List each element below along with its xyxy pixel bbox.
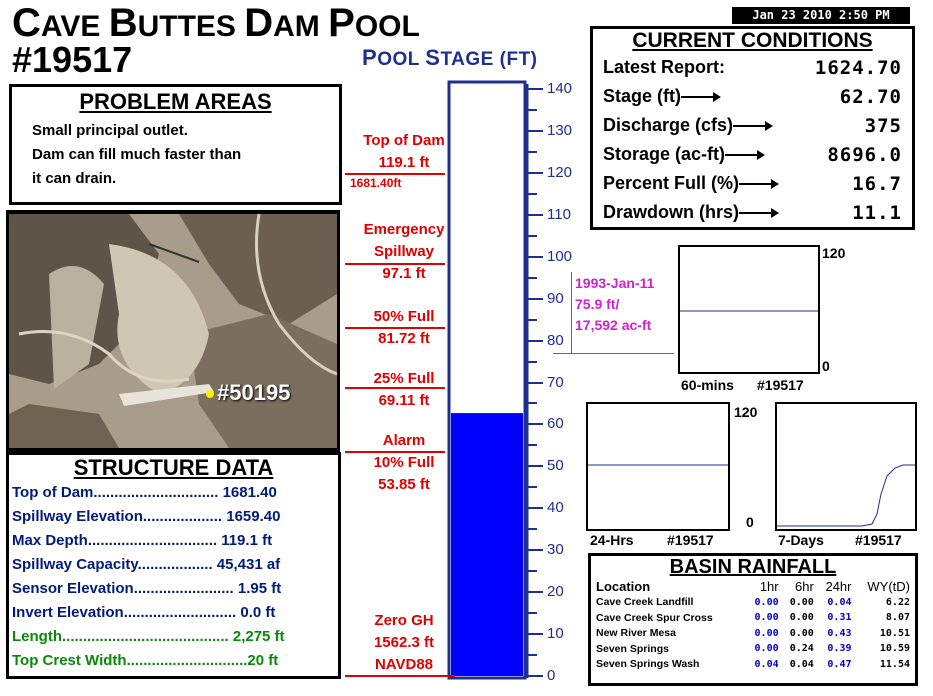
gauge-minor-tick	[527, 444, 537, 446]
gauge-tick	[527, 88, 543, 90]
problem-areas-text: Small principal outlet. Dam can fill much faster than it can drain.	[32, 122, 242, 187]
rainfall-value: 11.54	[879, 658, 910, 670]
gauge-minor-tick	[527, 612, 537, 614]
rainfall-value: 10.51	[879, 627, 910, 639]
structure-data-title: STRUCTURE DATA	[73, 455, 274, 480]
rainfall-value: 10.59	[879, 643, 910, 655]
fifty-percent-label: 50% Full 81.72 ft	[373, 308, 435, 347]
condition-value: 16.7	[852, 172, 902, 195]
pool-stage-title: POOL STAGE (FT)	[362, 45, 538, 70]
table-header-row	[594, 579, 912, 595]
structure-data-row: Length........................................ 2,275 ft	[12, 628, 285, 645]
gauge-tick	[527, 591, 543, 593]
condition-value: 62.70	[839, 85, 902, 108]
chart-60-mins-plot	[680, 247, 818, 372]
spillway-line	[345, 263, 445, 265]
table-row	[594, 610, 912, 626]
header-6hr: 6hr	[795, 579, 814, 595]
sensor-marker-label: #50195	[217, 380, 291, 405]
arrow-right-icon	[733, 120, 773, 132]
rainfall-value: 0.00	[754, 596, 779, 608]
gauge-minor-tick	[527, 193, 537, 195]
current-conditions-row	[593, 198, 912, 227]
structure-data-rows	[9, 481, 338, 673]
top-of-dam-line	[345, 173, 445, 175]
header-24hr: 24hr	[825, 579, 852, 595]
problem-areas-panel	[9, 84, 342, 205]
gauge-minor-tick	[527, 361, 537, 363]
chart-60-ymax: 120	[822, 245, 846, 261]
structure-data-row: Max Depth............................... 119.1 ft	[12, 532, 273, 549]
table-row	[594, 641, 912, 657]
gauge-minor-tick	[527, 319, 537, 321]
gauge-tick-label: 10	[547, 625, 564, 643]
condition-value: 8696.0	[827, 143, 902, 166]
gauge-tick-label: 90	[547, 289, 564, 307]
page-title: CAVE BUTTES DAM POOL	[12, 1, 420, 45]
condition-value: 375	[864, 114, 902, 137]
chart-60-period: 60-mins	[681, 377, 734, 393]
rainfall-location: Cave Creek Landfill	[596, 596, 694, 609]
chart-24-ymin: 0	[746, 514, 754, 530]
rainfall-value: 0.00	[754, 643, 779, 655]
basin-rainfall-table	[594, 579, 912, 672]
gauge-minor-tick	[527, 570, 537, 572]
gauge-minor-tick	[527, 486, 537, 488]
gauge-tick-label: 80	[547, 331, 564, 349]
current-conditions-row	[593, 111, 912, 140]
zero-gh-label: Zero GH 1562.3 ft NAVD88	[373, 612, 435, 673]
gauge-tick	[527, 382, 543, 384]
rainfall-value: 0.04	[754, 658, 779, 670]
gauge-tick	[527, 298, 543, 300]
condition-label: Stage (ft)	[603, 86, 681, 106]
rainfall-value: 0.43	[827, 627, 852, 639]
rainfall-location: New River Mesa	[596, 627, 676, 640]
current-conditions-title: CURRENT CONDITIONS	[632, 29, 873, 52]
record-pointer	[553, 353, 572, 354]
gauge-tick-label: 30	[547, 541, 564, 559]
gauge-tick-label: 0	[547, 667, 556, 684]
rainfall-value: 0.04	[789, 658, 814, 670]
chart-24-hrs-plot	[588, 404, 728, 529]
gauge-tick-label: 20	[547, 583, 564, 601]
rainfall-location: Seven Springs Wash	[596, 658, 700, 671]
emergency-spillway-label: Emergency Spillway 97.1 ft	[363, 221, 445, 282]
gauge-tick-label: 130	[547, 121, 573, 139]
chart-24-id: #19517	[667, 532, 714, 548]
gauge-tick-label: 140	[547, 80, 573, 97]
rainfall-value: 8.07	[885, 612, 910, 624]
rainfall-value: 0.00	[789, 596, 814, 608]
gauge-tick-label: 60	[547, 415, 564, 433]
record-annotation: 1993-Jan-11 75.9 ft/ 17,592 ac-ft	[575, 275, 655, 333]
structure-data-row: Sensor Elevation........................ 1.95 ft	[12, 580, 282, 597]
alarm-line	[345, 451, 445, 453]
current-conditions-row	[593, 140, 912, 169]
arrow-right-icon	[739, 178, 779, 190]
table-row	[594, 595, 912, 611]
top-of-dam-label: Top of Dam 119.1 ft	[363, 132, 445, 171]
gauge-minor-tick	[527, 235, 537, 237]
gauge-tick-label: 100	[547, 247, 573, 265]
gauge-tick	[527, 172, 543, 174]
gauge-tick	[527, 549, 543, 551]
zero-gh-line	[345, 675, 455, 677]
sensor-marker	[206, 390, 214, 398]
structure-data-row: Spillway Capacity.................. 45,431 af	[12, 556, 281, 573]
current-conditions-row	[593, 82, 912, 111]
condition-label: Storage (ac-ft)	[603, 144, 726, 164]
chart-60-ymin: 0	[822, 358, 830, 374]
gauge-tick	[527, 130, 543, 132]
rainfall-value: 0.31	[827, 612, 852, 624]
rainfall-value: 0.04	[827, 596, 852, 608]
rainfall-value: 0.00	[754, 612, 779, 624]
fifty-percent-line	[345, 327, 445, 329]
header-location: Location	[596, 579, 651, 595]
condition-label: Discharge (cfs)	[603, 115, 734, 135]
top-of-dam-elevation: 1681.40ft	[350, 176, 402, 190]
rainfall-value: 0.00	[754, 627, 779, 639]
gauge-tick	[527, 675, 543, 677]
structure-data-row: Top of Dam.............................. 1681.40	[12, 484, 277, 501]
gauge-tick-label: 50	[547, 457, 564, 475]
gauge-minor-tick	[527, 402, 537, 404]
rainfall-location: Seven Springs	[596, 642, 669, 655]
basin-rainfall-title: BASIN RAINFALL	[669, 556, 837, 578]
structure-data-panel	[6, 452, 341, 679]
gauge-tick	[527, 214, 543, 216]
condition-label: Drawdown (hrs)	[603, 202, 740, 222]
condition-value: 1624.70	[814, 56, 902, 79]
chart-24-period: 24-Hrs	[590, 532, 634, 548]
rainfall-value: 0.24	[789, 643, 814, 655]
chart-7-days-plot	[777, 404, 915, 529]
gauge-tick	[527, 340, 543, 342]
chart-7-days-series	[777, 465, 915, 526]
twentyfive-percent-label: 25% Full 69.11 ft	[373, 370, 435, 409]
gauge-tick	[527, 423, 543, 425]
aerial-photo	[9, 214, 337, 448]
current-conditions-row	[593, 169, 912, 198]
rainfall-value: 0.00	[789, 612, 814, 624]
gauge-tick	[527, 507, 543, 509]
datetime-display: Jan 23 2010 2:50 PM	[732, 7, 910, 24]
aerial-terrain-image	[9, 214, 337, 448]
current-conditions-rows	[593, 53, 912, 227]
twentyfive-percent-line	[345, 387, 445, 389]
gauge-tick-label: 120	[547, 163, 573, 181]
rainfall-value: 6.22	[885, 596, 910, 608]
gauge-tick-label: 70	[547, 373, 564, 391]
table-row	[594, 626, 912, 642]
rainfall-location: Cave Creek Spur Cross	[596, 611, 713, 624]
current-conditions-row	[593, 53, 912, 82]
gauge-tick	[527, 465, 543, 467]
gauge-tick	[527, 633, 543, 635]
arrow-right-icon	[725, 149, 765, 161]
gauge-tick	[527, 256, 543, 258]
chart-7d-period: 7-Days	[778, 532, 824, 548]
structure-data-row: Spillway Elevation................... 1659.40	[12, 508, 281, 525]
gauge-minor-tick	[527, 654, 537, 656]
chart-24-ymax: 120	[734, 404, 758, 420]
chart-7-days	[775, 402, 917, 531]
rainfall-value: 0.39	[827, 643, 852, 655]
chart-24-hrs	[586, 402, 730, 531]
chart-60-mins	[678, 245, 820, 374]
site-id: #19517	[12, 39, 133, 80]
arrow-right-icon	[681, 91, 721, 103]
problem-areas-title: PROBLEM AREAS	[79, 89, 272, 114]
condition-label: Latest Report:	[603, 57, 726, 77]
structure-data-row: Top Crest Width.............................20 ft	[12, 652, 279, 669]
current-conditions-panel	[590, 26, 915, 230]
condition-label: Percent Full (%)	[603, 173, 740, 193]
chart-60-id: #19517	[757, 377, 804, 393]
rainfall-value: 0.47	[827, 658, 852, 670]
table-row	[594, 657, 912, 673]
gauge-tick-label: 40	[547, 499, 564, 517]
gauge-minor-tick	[527, 109, 537, 111]
gauge-minor-tick	[527, 528, 537, 530]
arrow-right-icon	[739, 207, 779, 219]
chart-7d-id: #19517	[855, 532, 902, 548]
rainfall-value: 0.00	[789, 627, 814, 639]
gauge-minor-tick	[527, 151, 537, 153]
alarm-label: Alarm 10% Full 53.85 ft	[373, 432, 435, 493]
header-wytd: WY(tD)	[867, 579, 910, 595]
gauge-tick-label: 110	[547, 205, 571, 223]
condition-value: 11.1	[852, 201, 902, 224]
basin-rainfall-panel	[588, 553, 918, 686]
structure-data-row: Invert Elevation........................... 0.0 ft	[12, 604, 276, 621]
header-1hr: 1hr	[759, 579, 779, 595]
gauge-minor-tick	[527, 277, 537, 279]
